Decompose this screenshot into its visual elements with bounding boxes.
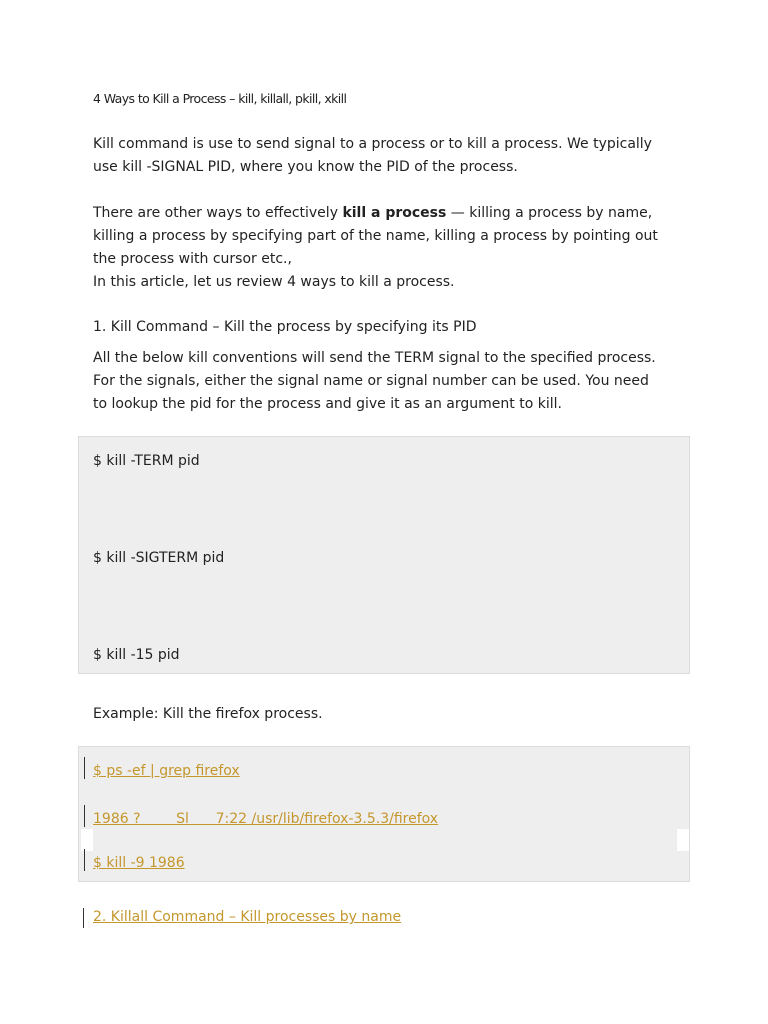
other-ways-paragraph (93, 202, 693, 294)
intro-line: Kill command is use to send signal to a process or to kill a process. We typically (93, 136, 652, 152)
article-title: 4 Ways to Kill a Process – kill, killall, pkill, xkill (93, 91, 347, 106)
code-line: $ kill -15 pid (93, 647, 180, 663)
code-link-output[interactable]: 1986 ? Sl 7:22 /usr/lib/firefox-3.5.3/firefox (93, 811, 439, 827)
code-block-firefox (78, 746, 690, 882)
code-link-ps[interactable]: $ ps -ef | grep firefox (93, 763, 240, 779)
section1-heading: 1. Kill Command – Kill the process by specifying its PID (93, 319, 477, 335)
paragraph-line: All the below kill conventions will send the TERM signal to the specified process. (93, 350, 656, 366)
paragraph-line: For the signals, either the signal name or signal number can be used. You need (93, 373, 649, 389)
code-line: $ kill -TERM pid (93, 453, 200, 469)
example-label: Example: Kill the firefox process. (93, 706, 323, 722)
paragraph-line (93, 202, 693, 225)
notch (677, 829, 689, 851)
cursor-marker (83, 908, 84, 928)
cursor-marker (84, 757, 85, 779)
paragraph-line: the process with cursor etc., (93, 251, 292, 267)
line-text: — killing a process by name, (446, 205, 653, 221)
section1-paragraph (93, 347, 693, 416)
paragraph-line: In this article, let us review 4 ways to kill a process. (93, 274, 455, 290)
section2-link[interactable]: 2. Killall Command – Kill processes by name (93, 909, 402, 925)
intro-paragraph (93, 133, 693, 179)
intro-line: use kill -SIGNAL PID, where you know the PID of the process. (93, 159, 518, 175)
code-block-kill (78, 436, 690, 674)
cursor-marker (84, 849, 85, 871)
notch (81, 829, 93, 851)
code-link-kill[interactable]: $ kill -9 1986 (93, 855, 185, 871)
paragraph-line: to lookup the pid for the process and give it as an argument to kill. (93, 396, 562, 412)
paragraph-line: killing a process by specifying part of the name, killing a process by pointing out (93, 228, 658, 244)
line-text: There are other ways to effectively (93, 205, 343, 221)
code-line: $ kill -SIGTERM pid (93, 550, 225, 566)
bold-phrase: kill a process (342, 205, 447, 221)
cursor-marker (84, 805, 85, 827)
